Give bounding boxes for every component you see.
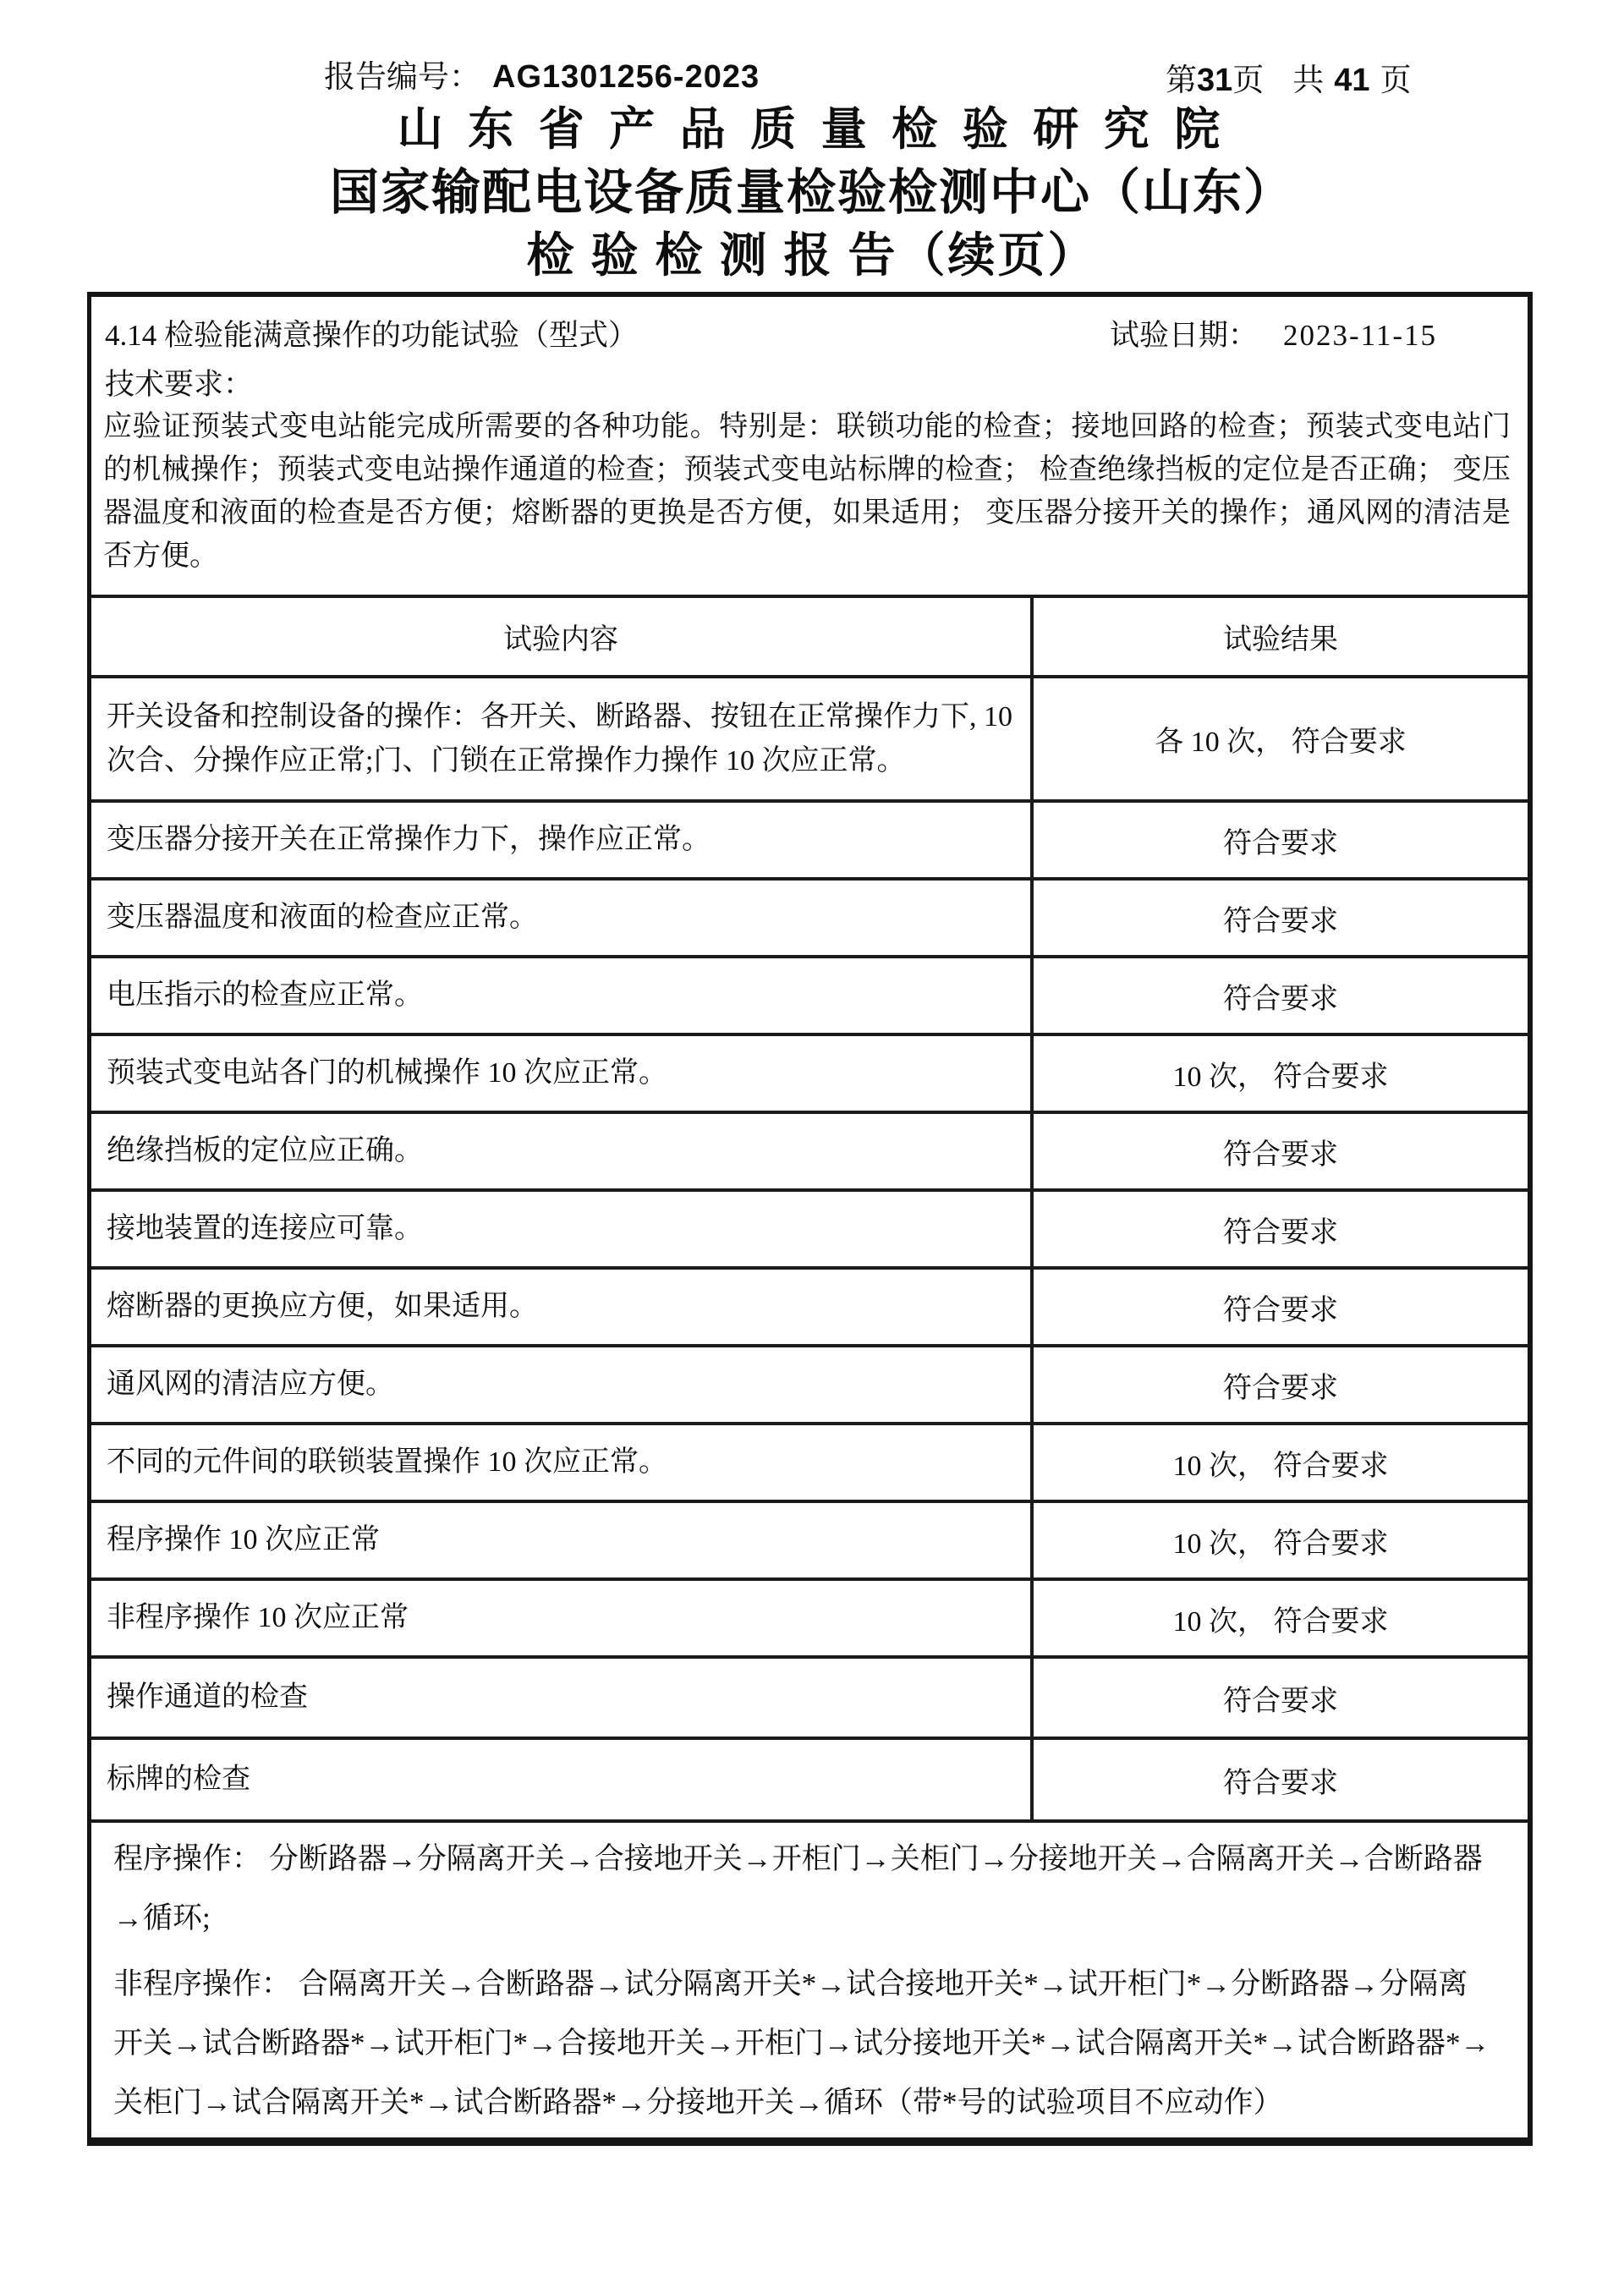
table-row xyxy=(91,1657,1528,1738)
test-content-cell: 操作通道的检查 xyxy=(91,1657,1032,1738)
test-result-cell: 符合要求 xyxy=(1032,1190,1528,1268)
report-number-label: 报告编号： xyxy=(324,60,480,95)
test-result-cell: 10 次， 符合要求 xyxy=(1032,1501,1528,1579)
test-content-cell: 通风网的清洁应方便。 xyxy=(91,1346,1032,1424)
test-result-cell: 10 次， 符合要求 xyxy=(1032,1034,1528,1112)
test-result-cell: 符合要求 xyxy=(1032,1738,1528,1821)
table-row xyxy=(91,1424,1528,1501)
table-row xyxy=(91,1501,1528,1579)
table-row xyxy=(91,1346,1528,1424)
page-suffix: 页 xyxy=(1232,63,1265,98)
test-result-cell: 符合要求 xyxy=(1032,1268,1528,1346)
test-content-cell: 变压器温度和液面的检查应正常。 xyxy=(91,879,1032,957)
test-result-cell: 各 10 次， 符合要求 xyxy=(1032,677,1528,801)
test-result-cell: 符合要求 xyxy=(1032,957,1528,1034)
test-content-cell: 预装式变电站各门的机械操作 10 次应正常。 xyxy=(91,1034,1032,1112)
tech-requirement-label: 技术要求： xyxy=(105,368,254,401)
report-number-value: AG1301256-2023 xyxy=(492,59,760,95)
page-prefix: 第 xyxy=(1166,63,1197,98)
tech-requirement-text: 应验证预装式变电站能完成所需要的各种功能。特别是：联锁功能的检查；接地回路的检查；预装式变电站门的机械操作；预装式变电站操作通道的检查；预装式变电站标牌的检查； 检查绝缘挡板的定位是否正确； 变压器温度和液面的检查是否方便；熔断器的更换是否方便，如果适用； 变压器分接开关的操作；通风网的清洁是否方便。 xyxy=(103,411,1511,572)
table-row xyxy=(91,879,1528,957)
institute-title: 山 东 省 产 品 质 量 检 验 研 究 院 xyxy=(397,104,1227,155)
table-header-row xyxy=(91,596,1528,677)
test-date-value: 2023-11-15 xyxy=(1283,319,1438,352)
procedure-operation-note: 程序操作： 分断路器→分隔离开关→合接地开关→开柜门→关柜门→分接地开关→合隔离开关→合断路器→循环; xyxy=(113,1842,1483,1934)
center-title: 国家输配电设备质量检验检测中心（山东） xyxy=(329,165,1294,220)
test-result-cell: 符合要求 xyxy=(1032,1346,1528,1424)
test-content-cell: 电压指示的检查应正常。 xyxy=(91,957,1032,1034)
test-content-cell: 熔断器的更换应方便，如果适用。 xyxy=(91,1268,1032,1346)
test-content-cell: 绝缘挡板的定位应正确。 xyxy=(91,1112,1032,1190)
test-result-cell: 10 次， 符合要求 xyxy=(1032,1424,1528,1501)
test-content-cell: 标牌的检查 xyxy=(91,1738,1032,1821)
table-row xyxy=(91,1268,1528,1346)
table-row xyxy=(91,1112,1528,1190)
column-header-content: 试验内容 xyxy=(91,596,1032,677)
report-number-line xyxy=(324,51,760,96)
table-row xyxy=(91,1738,1528,1821)
page-number: 31 xyxy=(1197,63,1233,98)
table-row xyxy=(91,1579,1528,1657)
table-row xyxy=(91,957,1528,1034)
test-results-table xyxy=(91,595,1528,1823)
test-result-cell: 符合要求 xyxy=(1032,879,1528,957)
table-row xyxy=(91,801,1528,879)
test-result-cell: 10 次， 符合要求 xyxy=(1032,1579,1528,1657)
test-date-label: 试验日期： xyxy=(1110,319,1259,352)
clause-heading: 4.14 检验能满意操作的功能试验（型式） xyxy=(105,319,639,352)
test-content-cell: 非程序操作 10 次应正常 xyxy=(91,1579,1032,1657)
table-row xyxy=(91,677,1528,801)
column-header-result: 试验结果 xyxy=(1032,596,1528,677)
test-content-cell: 不同的元件间的联锁装置操作 10 次应正常。 xyxy=(91,1424,1032,1501)
table-row xyxy=(91,1034,1528,1112)
test-result-cell: 符合要求 xyxy=(1032,1112,1528,1190)
total-label: 共 xyxy=(1292,63,1325,98)
page-indicator xyxy=(1166,54,1412,100)
total-pages: 41 xyxy=(1334,63,1370,98)
report-title: 检 验 检 测 报 告（续页） xyxy=(526,230,1098,283)
test-result-cell: 符合要求 xyxy=(1032,1657,1528,1738)
test-content-cell: 变压器分接开关在正常操作力下，操作应正常。 xyxy=(91,801,1032,879)
test-content-cell: 接地装置的连接应可靠。 xyxy=(91,1190,1032,1268)
test-date-line xyxy=(1110,312,1437,354)
report-body-box xyxy=(87,292,1533,2146)
non-procedure-operation-note: 非程序操作： 合隔离开关→合断路器→试分隔离开关*→试合接地开关*→试开柜门*→分断路器→分隔离开关→试合断路器*→试开柜门*→合接地开关→开柜门→试分接地开关*→试合隔离开关*→试合断路器*→关柜门→试合隔离开关*→试合断路器*→分接地开关→循环（带*号的试验项目不应动作） xyxy=(113,1967,1490,2119)
test-result-cell: 符合要求 xyxy=(1032,801,1528,879)
table-row xyxy=(91,1190,1528,1268)
test-content-cell: 程序操作 10 次应正常 xyxy=(91,1501,1032,1579)
total-suffix: 页 xyxy=(1380,63,1412,98)
test-content-cell: 开关设备和控制设备的操作：各开关、断路器、按钮在正常操作力下, 10 次合、分操作应正常;门、门锁在正常操作力操作 10 次应正常。 xyxy=(91,677,1032,801)
document-titles xyxy=(0,102,1624,286)
